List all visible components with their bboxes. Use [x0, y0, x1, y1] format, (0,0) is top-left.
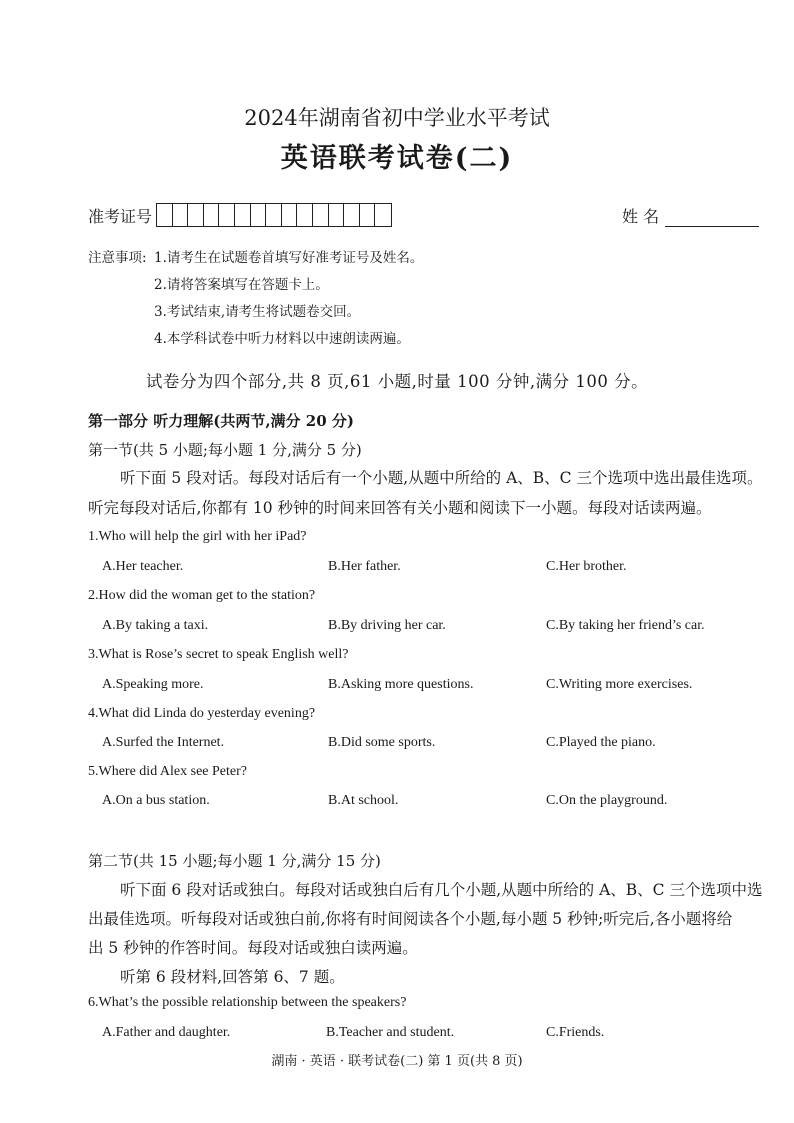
option-a: A.Speaking more.: [102, 677, 204, 692]
candidate-id-box[interactable]: [204, 204, 220, 226]
option-a: A.Surfed the Internet.: [102, 735, 225, 750]
option-c: C.By taking her friend’s car.: [546, 618, 705, 633]
exam-summary: 试卷分为四个部分,共 8 页,61 小题,时量 100 分钟,满分 100 分。: [145, 372, 649, 391]
candidate-id-box[interactable]: [375, 204, 391, 226]
candidate-id-boxes[interactable]: [156, 203, 392, 227]
candidate-id-box[interactable]: [188, 204, 204, 226]
question-1: 1.Who will help the girl with her iPad?: [88, 529, 307, 544]
option-c: C.Friends.: [546, 1025, 605, 1040]
candidate-id-box[interactable]: [251, 204, 267, 226]
candidate-id-box[interactable]: [157, 204, 173, 226]
option-b: B.At school.: [328, 793, 399, 808]
notes-item: 3.考试结束,请考生将试题卷交回。: [154, 304, 361, 320]
notes-item: 1.请考生在试题卷首填写好准考证号及姓名。: [154, 250, 424, 266]
candidate-name-label: 姓 名: [622, 207, 660, 226]
question-4: 4.What did Linda do yesterday evening?: [88, 706, 316, 721]
notes-label: 注意事项:: [88, 250, 147, 266]
option-a: A.Her teacher.: [102, 559, 184, 574]
candidate-id-box[interactable]: [219, 204, 235, 226]
section1-instructions-line2: 听完每段对话后,你都有 10 秒钟的时间来回答有关小题和阅读下一小题。每段对话读两遍。: [88, 499, 712, 517]
candidate-id-box[interactable]: [173, 204, 189, 226]
section1-instructions-line1: 听下面 5 段对话。每段对话后有一个小题,从题中所给的 A、B、C 三个选项中选出最佳选项。: [120, 469, 763, 487]
section2-instructions-line3: 出 5 秒钟的作答时间。每段对话或独白读两遍。: [88, 939, 418, 957]
option-c: C.Writing more exercises.: [546, 677, 693, 692]
page-footer: 湖南 · 英语 · 联考试卷(二) 第 1 页(共 8 页): [271, 1054, 523, 1069]
notes-item: 4.本学科试卷中听力材料以中速朗读两遍。: [154, 331, 410, 347]
notes-item: 2.请将答案填写在答题卡上。: [154, 277, 329, 293]
option-b: B.Asking more questions.: [328, 677, 474, 692]
candidate-name-field[interactable]: [665, 210, 759, 227]
question-2: 2.How did the woman get to the station?: [88, 588, 316, 603]
option-b: B.Did some sports.: [328, 735, 436, 750]
candidate-name-row: [622, 204, 759, 227]
paper-title: 英语联考试卷(二): [280, 143, 514, 174]
candidate-id-box[interactable]: [282, 204, 298, 226]
option-c: C.On the playground.: [546, 793, 668, 808]
section1-title: 第一节(共 5 小题;每小题 1 分,满分 5 分): [88, 441, 362, 459]
option-b: B.Her father.: [328, 559, 401, 574]
option-c: C.Played the piano.: [546, 735, 656, 750]
question-3: 3.What is Rose’s secret to speak English well?: [88, 647, 349, 662]
candidate-id-box[interactable]: [313, 204, 329, 226]
option-a: A.On a bus station.: [102, 793, 210, 808]
option-b: B.Teacher and student.: [326, 1025, 455, 1040]
section2-title: 第二节(共 15 小题;每小题 1 分,满分 15 分): [88, 852, 381, 870]
option-a: A.By taking a taxi.: [102, 618, 209, 633]
material-instruction: 听第 6 段材料,回答第 6、7 题。: [120, 968, 345, 986]
candidate-id-box[interactable]: [297, 204, 313, 226]
candidate-id-box[interactable]: [235, 204, 251, 226]
candidate-id-box[interactable]: [329, 204, 345, 226]
part1-title: 第一部分 听力理解(共两节,满分 20 分): [88, 412, 354, 430]
option-a: A.Father and daughter.: [102, 1025, 231, 1040]
candidate-id-label: 准考证号: [88, 206, 153, 226]
candidate-id-row: [88, 203, 392, 227]
section2-instructions-line1: 听下面 6 段对话或独白。每段对话或独白后有几个小题,从题中所给的 A、B、C 三个选项中选: [120, 881, 763, 899]
candidate-id-box[interactable]: [360, 204, 376, 226]
exam-title: 2024年湖南省初中学业水平考试: [244, 106, 550, 130]
option-b: B.By driving her car.: [328, 618, 446, 633]
section2-instructions-line2: 出最佳选项。听每段对话或独白前,你将有时间阅读各个小题,每小题 5 秒钟;听完后,各小题将给: [88, 910, 733, 928]
candidate-id-box[interactable]: [266, 204, 282, 226]
question-5: 5.Where did Alex see Peter?: [88, 764, 247, 779]
question-6: 6.What’s the possible relationship between the speakers?: [88, 995, 407, 1010]
option-c: C.Her brother.: [546, 559, 627, 574]
candidate-id-box[interactable]: [344, 204, 360, 226]
